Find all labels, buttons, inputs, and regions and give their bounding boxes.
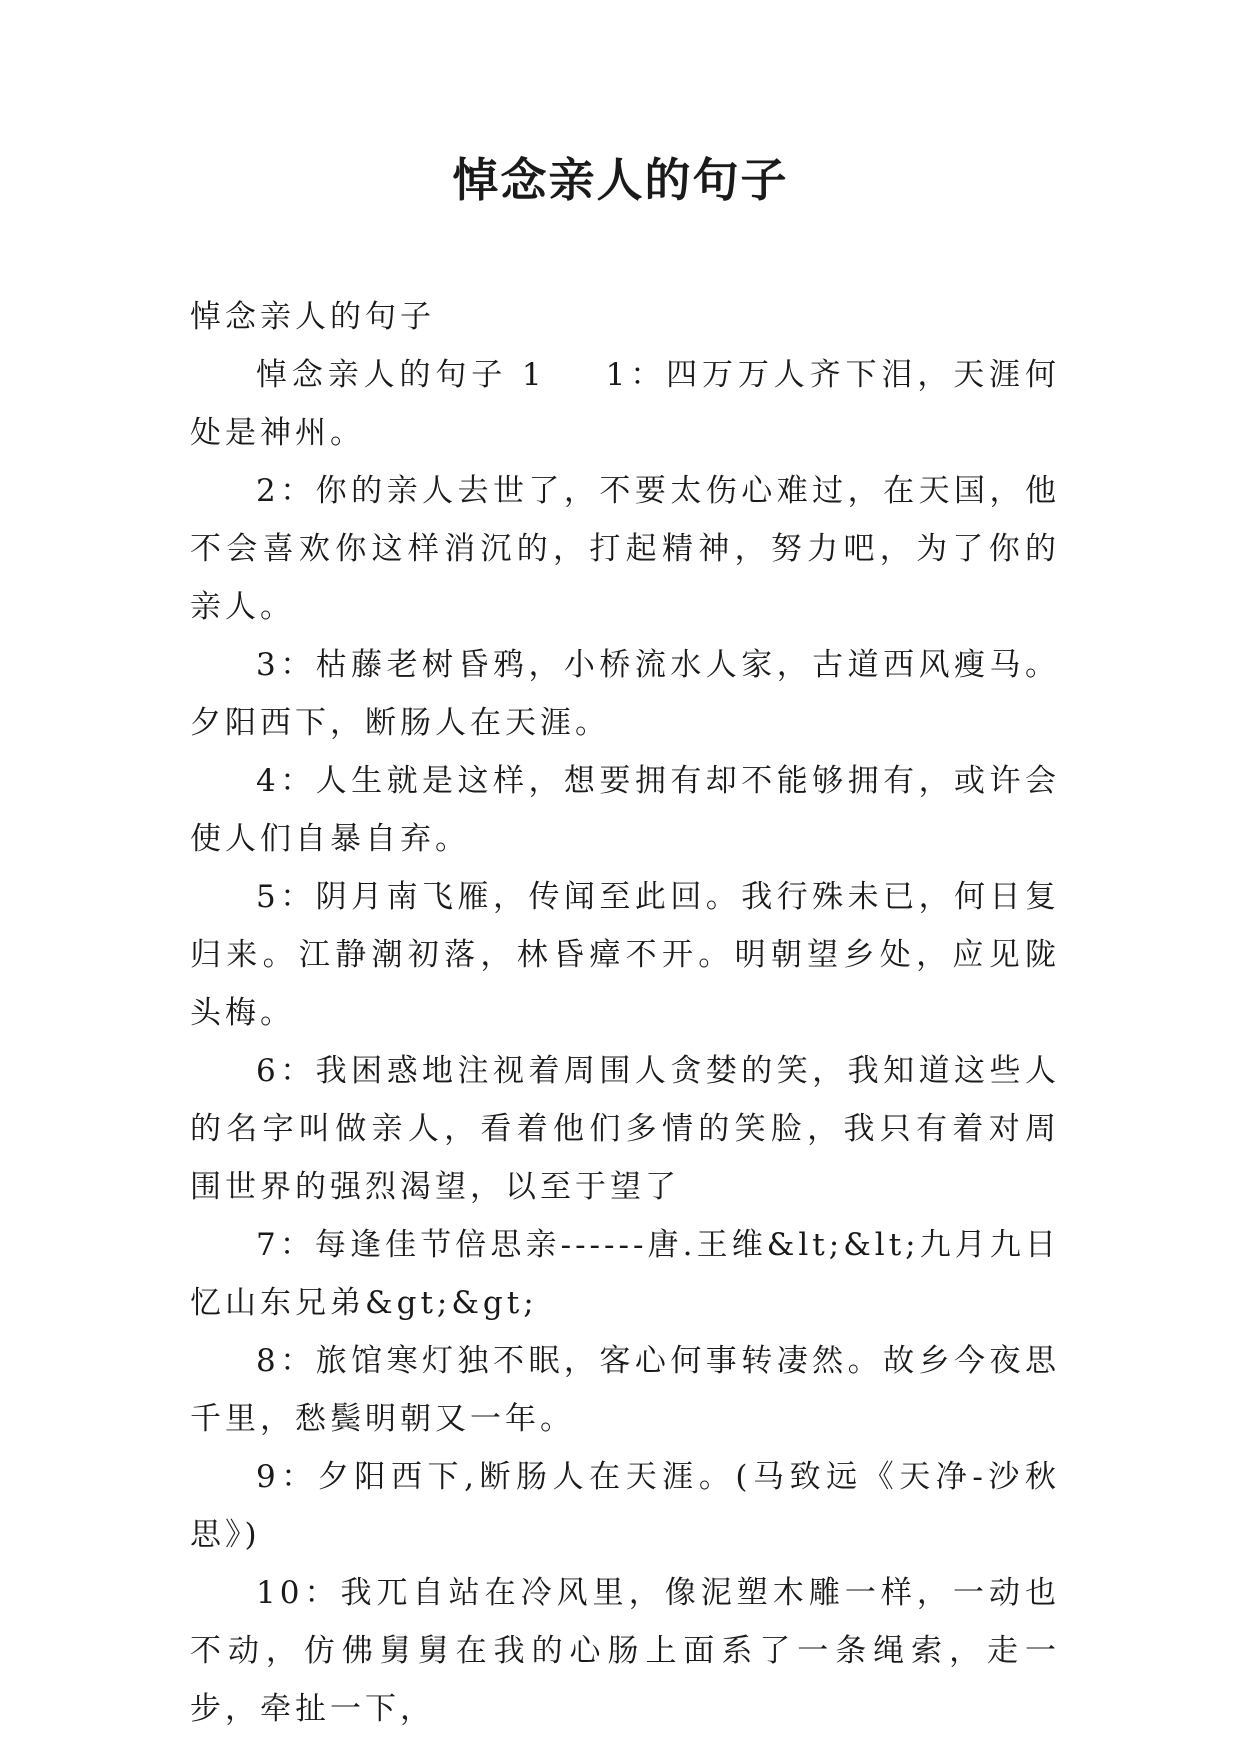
paragraph-3: 3：枯藤老树昏鸦，小桥流水人家，古道西风瘦马。夕阳西下，断肠人在天涯。 [190,647,1060,741]
paragraph-9: 9：夕阳西下,断肠人在天涯。(马致远《天净-沙秋思》) [190,1459,1060,1553]
paragraph-8: 8：旅馆寒灯独不眠，客心何事转凄然。故乡今夜思千里，愁鬓明朝又一年。 [190,1343,1060,1437]
paragraph-1 [190,346,1060,462]
document-subtitle: 悼念亲人的句子 [190,299,435,335]
paragraph-4: 4：人生就是这样，想要拥有却不能够拥有，或许会使人们自暴自弃。 [190,763,1060,857]
section-heading: 悼念亲人的句子 1 [256,357,546,393]
paragraph-10: 10：我兀自站在冷风里，像泥塑木雕一样，一动也不动，仿佛舅舅在我的心肠上面系了一条绳索，走一步，牵扯一下， [190,1575,1060,1727]
document-body [190,288,1060,1738]
paragraph-5: 5：阴月南飞雁，传闻至此回。我行殊未已，何日复归来。江静潮初落，林昏瘴不开。明朝望乡处，应见陇头梅。 [190,879,1060,1031]
paragraph-1-text: 1：四万万人齐下泪，天涯何处是神州。 [190,357,1060,451]
paragraph-2: 2：你的亲人去世了，不要太伤心难过，在天国，他不会喜欢你这样消沉的，打起精神，努力吧，为了你的亲人。 [190,473,1060,625]
paragraph-7: 7：每逢佳节倍思亲------唐.王维&lt;&lt;九月九日忆山东兄弟&gt;&gt; [190,1227,1060,1321]
document-title: 悼念亲人的句子 [452,153,789,207]
paragraph-6: 6：我困惑地注视着周围人贪婪的笑，我知道这些人的名字叫做亲人，看着他们多情的笑脸，我只有着对周围世界的强烈渴望，以至于望了 [190,1053,1060,1205]
